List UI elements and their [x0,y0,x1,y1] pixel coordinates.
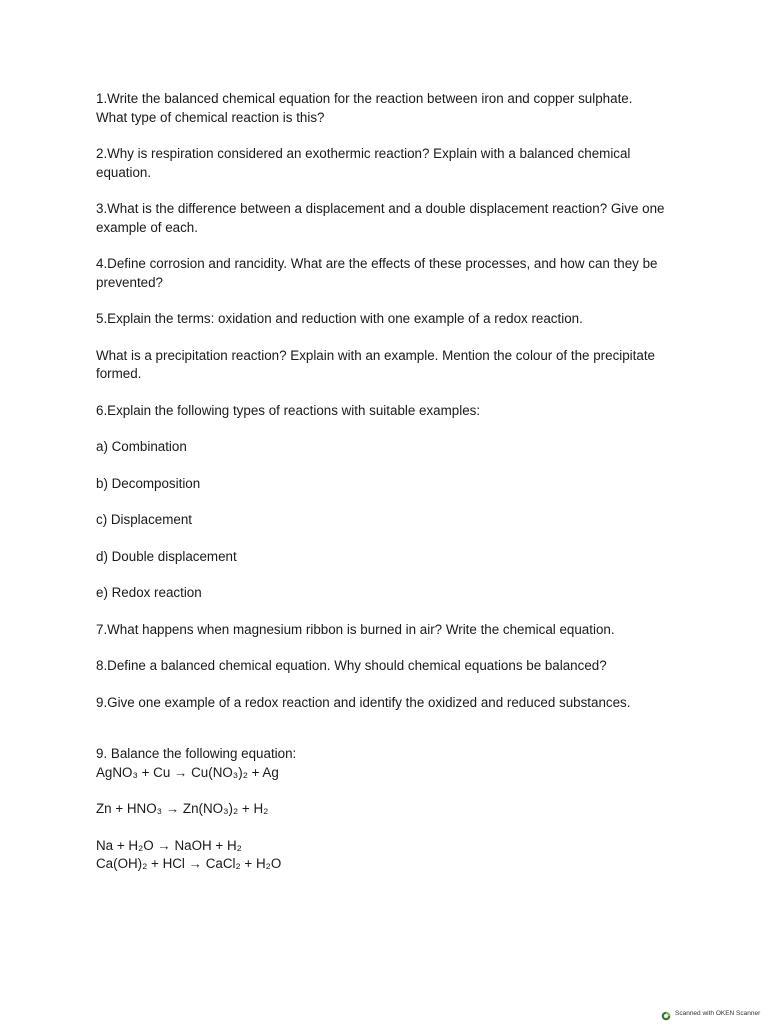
question-7 [96,621,696,640]
worksheet-content [96,90,696,874]
question-6-item-b [96,475,696,494]
question-5 [96,310,696,329]
equation-block-sodium [96,837,696,874]
question-9a-line-1: 9.Give one example of a redox reaction and identify the oxidized and reduced substances. [96,694,631,710]
question-8 [96,657,696,676]
list-item: d) Double displacement [96,548,237,564]
question-2 [96,145,696,182]
question-8-line-1: 8.Define a balanced chemical equation. Why should chemical equations be balanced? [96,658,607,673]
question-6-line-1: 6.Explain the following types of reactions with suitable examples: [96,402,481,418]
question-4 [96,255,696,292]
question-6-item-a [96,438,696,457]
question-1 [96,90,696,127]
question-6 [96,402,696,421]
question-4-line-1: 4.Define corrosion and rancidity. What are the effects of these processes, and how can they be [96,256,658,271]
question-4-line-2: prevented? [96,274,164,290]
question-6-item-d [96,548,696,567]
equation-zinc-nitric-acid: Zn + HNO₃ → Zn(NO₃)₂ + H₂ [96,801,269,816]
list-item: c) Displacement [96,512,192,527]
question-precipitation-line-1: What is a precipitation reaction? Explain with an example. Mention the colour of the precipitate [96,347,655,363]
question-7-line-1: 7.What happens when magnesium ribbon is burned in air? Write the chemical equation. [96,621,615,637]
question-6-item-c [96,511,696,530]
oken-scanner-logo-graphic [661,1011,671,1021]
question-precipitation-line-2: formed. [96,366,142,381]
question-2-line-2: equation. [96,164,152,180]
oken-scanner-logo-icon [661,1008,671,1018]
question-1-line-2: What type of chemical reaction is this? [96,109,325,125]
question-9a [96,694,696,713]
question-9b [96,745,696,782]
question-1-line-1: 1.Write the balanced chemical equation for the reaction between iron and copper sulphate. [96,91,633,106]
list-item: b) Decomposition [96,475,201,491]
question-2-line-1: 2.Why is respiration considered an exothermic reaction? Explain with a balanced chemical [96,146,631,161]
question-6-item-e [96,584,696,603]
question-9b-heading: 9. Balance the following equation: [96,746,297,761]
question-precipitation [96,347,696,384]
question-3-line-1: 3.What is the difference between a displacement and a double displacement reaction? Give one [96,201,665,216]
equation-sodium-water: Na + H₂O → NaOH + H₂ [96,837,242,853]
equation-silver-nitrate: AgNO₃ + Cu → Cu(NO₃)₂ + Ag [96,764,279,780]
scanner-watermark-text: Scanned with OKEN Scanner [675,1009,761,1017]
scanner-watermark [661,1006,760,1020]
equation-calcium-hydroxide: Ca(OH)₂ + HCl → CaCl₂ + H₂O [96,856,282,871]
list-item: e) Redox reaction [96,585,202,600]
question-5-line-1: 5.Explain the terms: oxidation and reduction with one example of a redox reaction. [96,311,583,326]
question-3 [96,200,696,237]
list-item: a) Combination [96,439,187,454]
question-3-line-2: example of each. [96,219,198,235]
equation-block-zinc [96,800,696,819]
